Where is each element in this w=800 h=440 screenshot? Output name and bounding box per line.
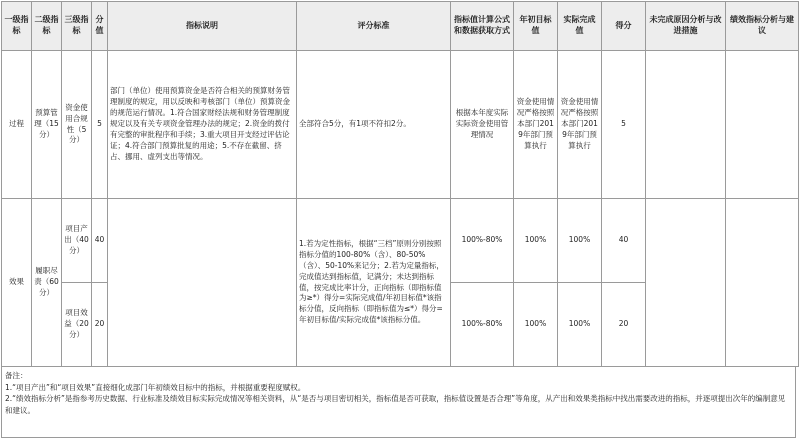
header-analysis: 绩效指标分析与建议 bbox=[726, 2, 799, 51]
cell-output-formula: 100%-80% bbox=[451, 199, 514, 283]
notes-line-2: 2.“绩效指标分析”是指参考历史数据、行业标准及绩效目标实际完成情况等相关资料，从“是否与项目密切相关，指标值是否可获取，指标值设置是否合理”等角度，从产出和效果类指标中找出需要改进的指标，并逐项提出次年的编制意见和建议。 bbox=[5, 394, 786, 415]
cell-benefit-score-value: 20 bbox=[92, 283, 108, 367]
table-row-effect-output bbox=[2, 199, 799, 283]
cell-process-level1: 过程 bbox=[2, 51, 32, 199]
header-standard: 评分标准 bbox=[297, 2, 451, 51]
cell-effect-analysis bbox=[726, 199, 799, 367]
header-score: 得分 bbox=[602, 2, 646, 51]
header-score-value: 分值 bbox=[92, 2, 108, 51]
cell-output-score-value: 40 bbox=[92, 199, 108, 283]
cell-benefit-score: 20 bbox=[602, 283, 646, 367]
cell-process-level2: 预算管理（15分） bbox=[32, 51, 62, 199]
cell-effect-description bbox=[108, 199, 297, 367]
cell-output-actual: 100% bbox=[558, 199, 602, 283]
cell-process-standard: 全部符合5分，有1项不符扣2分。 bbox=[297, 51, 451, 199]
header-level1: 一级指标 bbox=[2, 2, 32, 51]
cell-benefit-target: 100% bbox=[514, 283, 558, 367]
cell-process-score-value: 5 bbox=[92, 51, 108, 199]
header-formula: 指标值计算公式和数据获取方式 bbox=[451, 2, 514, 51]
cell-effect-reason bbox=[646, 199, 726, 367]
header-level2: 二级指标 bbox=[32, 2, 62, 51]
cell-benefit-level3: 项目效益（20分） bbox=[62, 283, 92, 367]
cell-effect-level1: 效果 bbox=[2, 199, 32, 367]
header-row bbox=[2, 2, 799, 51]
table-row-process bbox=[2, 51, 799, 199]
notes-section bbox=[1, 366, 796, 438]
cell-process-score: 5 bbox=[602, 51, 646, 199]
header-target: 年初目标值 bbox=[514, 2, 558, 51]
header-actual: 实际完成值 bbox=[558, 2, 602, 51]
cell-output-target: 100% bbox=[514, 199, 558, 283]
header-reason: 未完成原因分析与改进措施 bbox=[646, 2, 726, 51]
cell-process-analysis bbox=[726, 51, 799, 199]
cell-process-formula: 根据本年度实际实际资金使用管理情况 bbox=[451, 51, 514, 199]
header-level3: 三级指标 bbox=[62, 2, 92, 51]
cell-process-target: 资金使用情况严格按照本部门2019年部门预算执行 bbox=[514, 51, 558, 199]
cell-process-reason bbox=[646, 51, 726, 199]
cell-benefit-formula: 100%-80% bbox=[451, 283, 514, 367]
cell-benefit-actual: 100% bbox=[558, 283, 602, 367]
cell-process-actual: 资金使用情况严格按照本部门2019年部门预算执行 bbox=[558, 51, 602, 199]
notes-title: 备注： bbox=[5, 371, 28, 380]
cell-effect-standard: 1.若为定性指标，根据“三档”原则分别按照指标分值的100-80%（含）、80-50%（含）、50-10%来记分；2.若为定量指标，完成值达到指标值，记满分；未达到指标值，按完成比率计分，正向指标（即指标值为≥*）得分=实际完成值/年初目标值*该指标分值，反向指标（即指标值为≤*）得分=年初目标值/实际完成值*该指标分值。 bbox=[297, 199, 451, 367]
header-description: 指标说明 bbox=[108, 2, 297, 51]
cell-effect-level2: 履职尽责（60分） bbox=[32, 199, 62, 367]
cell-process-level3: 资金使用合规性（5分） bbox=[62, 51, 92, 199]
notes-line-1: 1.“项目产出”和“项目效果”直接细化成部门年初绩效目标中的指标，并根据重要程度赋权。 bbox=[5, 382, 306, 392]
cell-output-score: 40 bbox=[602, 199, 646, 283]
performance-indicator-table bbox=[1, 1, 799, 367]
cell-output-level3: 项目产出（40分） bbox=[62, 199, 92, 283]
cell-process-description: 部门（单位）使用预算资金是否符合相关的预算财务管理制度的规定，用以反映和考核部门（单位）预算资金的规范运行情况。1.符合国家财经法规和财务管理制度规定以及有关专项资金管理办法的规定；2.资金的拨付有完整的审批程序和手续；3.重大项目开支经过评估论证；4.符合部门预算批复的用途；5.不存在截留、挤占、挪用、虚列支出等情况。 bbox=[108, 51, 297, 199]
